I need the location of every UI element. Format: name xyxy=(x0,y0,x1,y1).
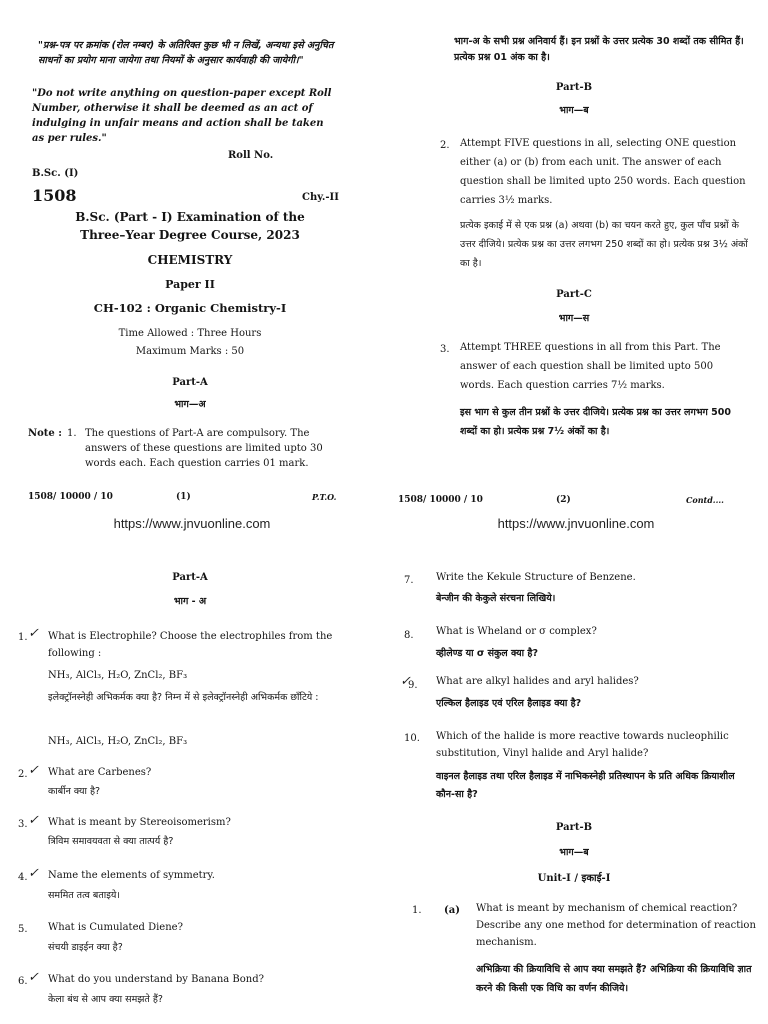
question-number: 10. xyxy=(404,733,420,744)
question-formula-hindi: NH₃, AlCl₃, H₂O, ZnCl₂, BF₃ xyxy=(48,736,188,747)
part-a-heading: Part-A xyxy=(172,377,208,388)
part-b-heading: Part-B xyxy=(555,822,593,833)
footer-pto: P.T.O. xyxy=(312,492,337,502)
q3-number: 3. xyxy=(440,344,450,355)
question-text: What are Carbenes? xyxy=(48,767,152,778)
hindi-warning: "प्रश्न-पत्र पर क्रमांक (रोल नम्बर) के अतिरिक्त कुछ भी न लिखें, अन्यथा इसे अनुचित साधनों का प्रयोग माना जायेगा तथा नियमों के अनुसार कार्यवाही की जायेगी।" xyxy=(38,40,334,66)
question-hindi-text: एल्किल हैलाइड एवं एरिल हैलाइड क्या है? xyxy=(436,698,582,709)
question-hindi-text: वाइनल हैलाइड तथा एरिल हैलाइड में नाभिकस्नेही प्रतिस्थापन के प्रति अधिक क्रियाशील कौन-सा है? xyxy=(436,771,735,800)
part-a-hindi-instructions: भाग-अ के सभी प्रश्न अनिवार्य हैं। इन प्रश्नों के उत्तर प्रत्येक 30 शब्दों तक सीमित हैं। प्रत्येक प्रश्न 01 अंक का है। xyxy=(454,36,744,63)
subject-title: CHEMISTRY xyxy=(147,253,233,267)
footer-url: https://www.jnvuonline.com xyxy=(497,516,655,531)
question-hindi-text: कार्बीन क्या है? xyxy=(48,786,101,797)
part-c-hindi-heading: भाग—स xyxy=(558,313,590,324)
question-number: 4. xyxy=(18,872,28,883)
part-a-hindi-heading: भाग—अ xyxy=(174,399,206,410)
question-hindi-text: बेन्जीन की केकुले संरचना लिखिये। xyxy=(436,593,556,604)
footer-url: https://www.jnvuonline.com xyxy=(113,516,271,531)
question-number: 8. xyxy=(404,630,414,641)
exam-page-1 xyxy=(0,0,384,540)
question-text: What is meant by mechanism of chemical reaction? Describe any one method for determination of reaction mechanism. xyxy=(476,903,756,948)
exam-page-3 xyxy=(0,540,384,1024)
exam-title-line2: Three–Year Degree Course, 2023 xyxy=(80,228,300,242)
part-b-hindi-heading: भाग—ब xyxy=(559,105,589,116)
check-mark-icon: ✓ xyxy=(28,626,39,641)
paper-number: Paper II xyxy=(165,278,215,291)
question-number: 7. xyxy=(404,575,414,586)
question-text: Write the Kekule Structure of Benzene. xyxy=(436,572,636,583)
question-hindi-text: त्रिविम समावयवता से क्या तात्पर्य है? xyxy=(48,836,174,847)
question-number: 1. xyxy=(412,905,422,916)
footer-contd: Contd.... xyxy=(686,495,724,505)
course-title: CH-102 : Organic Chemistry-I xyxy=(93,301,287,315)
question-number: 9. xyxy=(408,680,418,691)
part-c-heading: Part-C xyxy=(556,289,592,300)
part-a-hindi-heading: भाग - अ xyxy=(173,596,207,607)
question-number: 6. xyxy=(18,976,28,987)
question-number: 2. xyxy=(18,769,28,780)
check-mark-icon: ✓ xyxy=(28,866,39,881)
english-warning: "Do not write anything on question-paper except Roll Number, otherwise it shall be deemed as an act of indulging in unfair means and action shall be taken as per rules." xyxy=(32,88,332,144)
part-b-heading: Part-B xyxy=(555,82,593,93)
max-marks: Maximum Marks : 50 xyxy=(135,346,245,357)
part-a-heading: Part-A xyxy=(172,572,208,583)
question-text: What is meant by Stereoisomerism? xyxy=(48,817,231,828)
note-label: Note : xyxy=(28,428,62,439)
question-text: What is Cumulated Diene? xyxy=(48,922,183,933)
footer-page-number: (2) xyxy=(556,495,571,505)
question-hindi-text: केला बंध से आप क्या समझते हैं? xyxy=(48,994,163,1005)
question-number: 1. xyxy=(18,632,28,643)
question-text: What is Electrophile? Choose the electrophiles from the following : xyxy=(48,631,333,659)
check-mark-icon: ✓ xyxy=(28,763,39,778)
footer-code: 1508/ 10000 / 10 xyxy=(398,495,483,505)
question-text: What is Wheland or σ complex? xyxy=(436,626,597,637)
q3-text: Attempt THREE questions in all from this Part. The answer of each question shall be limited upto 500 words. Each question carries 7½ marks. xyxy=(460,342,721,391)
check-mark-icon: ✓ xyxy=(28,970,39,985)
subject-code: Chy.-II xyxy=(302,192,339,203)
exam-title-line1: B.Sc. (Part - I) Examination of the xyxy=(75,210,305,224)
question-hindi-text: इलेक्ट्रॉनस्नेही अभिकर्मक क्या है? निम्न में से इलेक्ट्रॉनस्नेही अभिकर्मक छाँटिये : xyxy=(48,692,319,703)
class-label: B.Sc. (I) xyxy=(32,168,79,179)
q2-number: 2. xyxy=(440,140,450,151)
q3-hindi-text: इस भाग से कुल तीन प्रश्नों के उत्तर दीजिये। प्रत्येक प्रश्न का उत्तर लगभग 500 शब्दों का हो। प्रत्येक प्रश्न 7½ अंकों का है। xyxy=(460,407,731,437)
question-text: What are alkyl halides and aryl halides? xyxy=(436,676,639,687)
exam-page-2 xyxy=(384,0,768,540)
unit-heading: Unit-I / इकाई-I xyxy=(537,873,611,884)
roll-no-label: Roll No. xyxy=(228,150,274,161)
footer-code: 1508/ 10000 / 10 xyxy=(28,492,113,502)
question-hindi-text: व्हीलेण्ड या σ संकुल क्या है? xyxy=(436,648,538,659)
time-allowed: Time Allowed : Three Hours xyxy=(118,328,262,339)
footer-page-number: (1) xyxy=(176,492,191,502)
question-formula: NH₃, AlCl₃, H₂O, ZnCl₂, BF₃ xyxy=(48,670,188,681)
question-sub-label: (a) xyxy=(444,905,460,916)
q2-text: Attempt FIVE questions in all, selecting ONE question either (a) or (b) from each unit. The answer of each question shall be limited upto 250 words. Each question carries 3½ marks. xyxy=(460,138,746,206)
note-number: 1. xyxy=(67,428,77,439)
question-hindi-text: अभिक्रिया की क्रियाविधि से आप क्या समझते हैं? अभिक्रिया की क्रियाविधि ज्ञात करने की किसी एक विधि का वर्णन कीजिये। xyxy=(476,964,752,994)
question-number: 3. xyxy=(18,819,28,830)
check-mark-icon: ✓ xyxy=(28,813,39,828)
q2-hindi-text: प्रत्येक इकाई में से एक प्रश्न (a) अथवा (b) का चयन करते हुए, कुल पाँच प्रश्नों के उत्तर दीजिये। प्रत्येक प्रश्न का उत्तर लगभग 250 शब्दों का हो। प्रत्येक प्रश्न 3½ अंकों का है। xyxy=(460,220,748,269)
part-b-hindi-heading: भाग—ब xyxy=(559,847,589,858)
note-text: The questions of Part-A are compulsory. The answers of these questions are limited upto 30 words each. Each question carries 01 mark. xyxy=(85,428,323,469)
question-hindi-text: सममित तत्व बताइये। xyxy=(48,890,120,901)
check-mark-icon: ✓ xyxy=(400,674,411,689)
question-hindi-text: संचयी डाइईन क्या है? xyxy=(48,942,123,953)
question-number: 5. xyxy=(18,924,28,935)
question-text: Name the elements of symmetry. xyxy=(48,870,215,881)
paper-code: 1508 xyxy=(32,186,77,205)
question-text: Which of the halide is more reactive towards nucleophilic substitution, Vinyl halide and Aryl halide? xyxy=(436,731,729,759)
question-text: What do you understand by Banana Bond? xyxy=(48,974,264,985)
exam-page-4 xyxy=(384,540,768,1024)
